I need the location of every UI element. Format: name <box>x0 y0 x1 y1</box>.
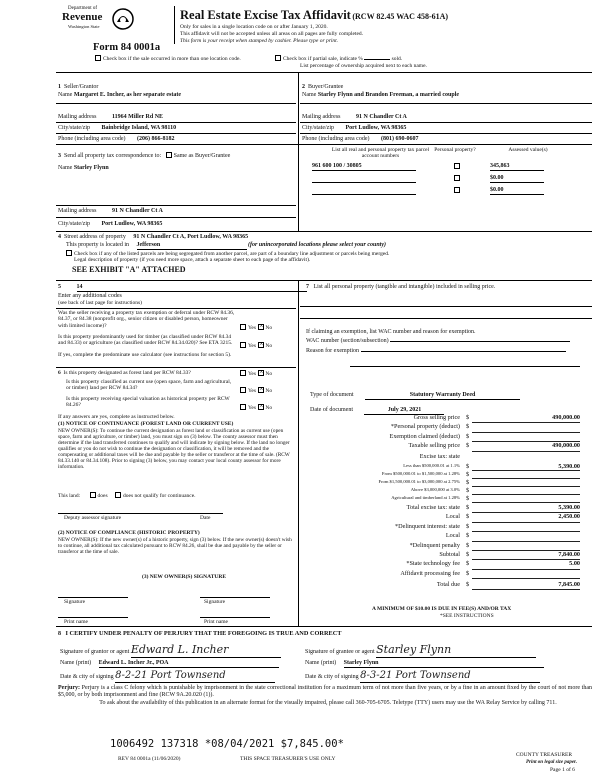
section6-q3-yes-checkbox[interactable] <box>240 404 246 410</box>
tax-row-label: Total excise tax: state <box>406 504 460 511</box>
tax-row-label: Local <box>445 513 460 521</box>
tax-row <box>300 542 592 551</box>
partial-sale-label: Check box if partial sale, indicate % <box>283 56 363 62</box>
section7-row <box>306 284 536 291</box>
parcel-personal-checkbox-2[interactable] <box>454 187 460 193</box>
tax-row-dollar: $ <box>466 442 470 450</box>
tax-row-label: *Personal property (deduct) <box>390 423 460 431</box>
section6-q2-answer <box>240 387 272 394</box>
parcel-value-1[interactable]: $0.00 <box>490 175 544 183</box>
tax-row-value[interactable]: 490,000.00 <box>472 442 580 451</box>
header-rule <box>56 72 592 73</box>
perjury-block <box>58 685 592 699</box>
tax-row <box>300 581 592 590</box>
no-label: No <box>265 388 273 394</box>
parcel-account-2[interactable] <box>312 187 416 195</box>
section3-mailing-value[interactable]: 91 N Chandler Ct A <box>112 208 163 214</box>
seller-mailing-value[interactable]: 11964 Miller Rd NE <box>112 114 164 120</box>
buyer-title: Buyer/Grantee <box>308 84 344 90</box>
notice1-title: (1) NOTICE OF CONTINUANCE (FOREST LAND OR CURRENT USE) <box>58 421 234 427</box>
street-address-row <box>58 234 248 241</box>
located-value[interactable]: Jefferson <box>137 242 247 250</box>
section3-num: 3 <box>58 153 61 159</box>
reason-label: Reason for exemption <box>306 348 359 354</box>
no-label: No <box>265 343 273 349</box>
tax-row-label: Above $3,000,000 at 3.0% <box>410 486 460 492</box>
tax-row <box>300 495 592 503</box>
section5-q1-yes-checkbox[interactable] <box>240 324 246 330</box>
grantor-name-label: Name (print) <box>60 660 92 666</box>
buyer-mailing-label: Mailing address <box>302 114 341 120</box>
doc-date-label: Date of document <box>310 407 353 413</box>
section4-num: 4 <box>58 234 61 240</box>
buyer-num: 2 <box>302 84 305 90</box>
partial-pct-field[interactable] <box>364 59 390 60</box>
unincorporated-note: (for unincorporated locations please select your county) <box>248 242 386 248</box>
seller-title: Seller/Grantor <box>64 84 99 90</box>
partial-sale-check <box>275 55 402 62</box>
yes-label: Yes <box>248 325 257 331</box>
tax-row-value[interactable] <box>472 479 580 487</box>
seller-phone-row <box>58 136 174 143</box>
buyer-phone-label: Phone (including area code) <box>302 136 370 142</box>
pred-use-label: If yes, complete the predominate use calculator (see instructions for section 5). <box>58 352 232 358</box>
section6-q3-no-checkbox[interactable] <box>258 404 264 410</box>
form-title-block <box>180 8 448 22</box>
tax-row <box>300 453 592 462</box>
tax-row-value[interactable]: 7,845.00 <box>472 581 580 590</box>
buyer-name-label: Name <box>302 92 317 98</box>
tax-row-label: Taxable selling price <box>408 442 460 450</box>
parcel-value-0[interactable]: 345,863 <box>490 163 544 171</box>
minimum-due: A MINIMUM OF $10.00 IS DUE IN FEE(S) AND/OR TAX <box>372 606 512 612</box>
tax-row <box>300 513 592 522</box>
notice1-text: NEW OWNER(S): To continue the current designation as forest land or classification as current use (open space, farm and agriculture, or timber) land, you must sign on (3) below. The county assessor must then determine if the land transferred continues to qualify and will indicate by signing below. If the land no longer qualifies or you do not wish to continue the designation or classification, it will be removed and the compensating or additional taxes will be due and payable by the seller or transferor at the time of sale. (RCW 84.33.140 or 84.34.108). Prior to signing (3) below, you may contact your local county assessor for more information. <box>58 428 290 470</box>
tax-table <box>300 414 592 604</box>
tax-row-label: Subtotal <box>439 551 460 558</box>
list-pct-label: List percentage of ownership acquired next to each name. <box>300 63 427 69</box>
grantee-signature[interactable]: Starley Flynn <box>376 644 536 658</box>
tax-row-label: Exemption claimed (deduct) <box>389 432 460 440</box>
buyer-city-row <box>302 125 406 132</box>
tax-row-dollar: $ <box>466 541 470 549</box>
same-as-buyer-checkbox[interactable] <box>166 152 172 158</box>
section6-num: 6 <box>58 370 61 376</box>
grantor-name-row <box>60 660 279 668</box>
tax-row-dollar: $ <box>466 580 470 588</box>
tax-row-dollar: $ <box>466 494 470 502</box>
section5-code-value[interactable]: 14 <box>77 284 307 292</box>
grantor-sig-label: Signature of grantor or agent <box>60 649 130 655</box>
tax-row-label: Agricultural and timberland at 1.28% <box>391 494 460 500</box>
section5-code-row <box>58 284 307 292</box>
buyer-name-row <box>302 92 459 99</box>
section5-q1: Was the seller receiving a property tax exemption or deferral under RCW 84.36, 84.37, or 84.38 (nonprofit org., senior citizen or disabled person, homeowner with limited income)? <box>58 310 235 329</box>
section5-q1-answer <box>240 324 272 331</box>
multi-location-checkbox[interactable] <box>95 55 101 61</box>
section3-text: Send all property tax correspondence to: <box>64 153 162 159</box>
buyer-city-label: City/state/zip <box>302 125 334 131</box>
tax-row <box>300 551 592 560</box>
grantor-date-value[interactable]: 8-2-21 Port Townsend <box>115 670 275 683</box>
doc-date-value[interactable]: July 29, 2021 <box>364 407 444 415</box>
tax-row-label: From $1,500,000.01 to $3,000,000 at 2.75% <box>378 478 460 484</box>
seller-city-row <box>58 125 176 132</box>
section3-mailing-row <box>58 208 163 215</box>
grantee-sig-row <box>305 644 536 658</box>
section6-q1: Is this property designated as forest land per RCW 84.33? <box>63 370 191 376</box>
tax-row-label: *Delinquent penalty <box>409 541 460 549</box>
seller-phone-value[interactable]: (206) 866-8182 <box>136 136 175 142</box>
does-label: does <box>97 493 108 499</box>
partial-sale-checkbox[interactable] <box>275 55 281 61</box>
enter-codes-label: Enter any additional codes <box>58 293 122 299</box>
tax-row-dollar: $ <box>466 486 470 494</box>
section6-q1-no-checkbox[interactable] <box>258 370 264 376</box>
parcel-account-1[interactable] <box>312 175 416 183</box>
new-owner-signature-label-2: Signature <box>204 599 226 605</box>
exemption-label: If claiming an exemption, list WAC number and reason for exemption. <box>306 329 476 335</box>
yes-label: Yes <box>248 343 257 349</box>
form-title: Real Estate Excise Tax Affidavit <box>180 8 351 22</box>
parcel-col-header: List all real and personal property tax parcel account numbers <box>331 147 430 160</box>
does-not-label: does not qualify for continuance. <box>123 493 196 499</box>
tax-row-value[interactable] <box>472 433 580 442</box>
segregated-label: Check box if any of the listed parcels are being segregated from another parcel, are part of a boundary line adjustment or parcels being merged. <box>74 251 390 257</box>
section3-name-label: Name <box>58 165 73 171</box>
yes-label: Yes <box>248 388 257 394</box>
seller-city-value[interactable]: Bainbridge Island, WA 98110 <box>101 125 177 131</box>
wac-label: WAC number (section/subsection) <box>306 338 389 344</box>
section3-name-row <box>58 165 109 172</box>
buyer-heading <box>302 84 343 91</box>
grantee-name-label: Name (print) <box>305 660 337 666</box>
section6-q1-row <box>58 370 238 376</box>
tax-row-value[interactable]: 2,450.00 <box>472 513 580 522</box>
tax-row-value[interactable] <box>472 532 580 541</box>
seller-heading <box>58 84 98 91</box>
section7-text: List all personal property (tangible and intangible) included in selling price. <box>313 284 496 290</box>
county-treasurer-label: COUNTY TREASURER <box>516 752 573 758</box>
grantee-date-label: Date & city of signing <box>305 674 359 680</box>
section6-q3-answer <box>240 404 272 411</box>
seller-name-row <box>58 92 181 99</box>
tax-row-dollar: $ <box>466 513 470 521</box>
section3-city-value[interactable]: Port Ludlow, WA 98365 <box>101 221 163 227</box>
parcel-row-0 <box>312 163 582 172</box>
tax-row <box>300 479 592 487</box>
grantee-name-row <box>305 660 544 668</box>
tax-row-value[interactable] <box>472 453 580 461</box>
notice2-text: NEW OWNER(S): If the new owner(s) of a historic property, sign (3) below. If the new owner(s) doesn't wish to continue, all additional tax calculated pursuant to RCW 84.26, shall be due and payable by the seller or transferor at the time of sale. <box>58 537 292 556</box>
wa-state-label: Washington State <box>68 24 100 29</box>
notice2-title: (2) NOTICE OF COMPLIANCE (HISTORIC PROPERTY) <box>58 530 200 536</box>
no-label: No <box>265 325 273 331</box>
revenue-label: Revenue <box>62 11 103 23</box>
sold-label: sold. <box>391 56 403 62</box>
grantee-name-value[interactable]: Starley Flynn <box>344 660 544 668</box>
yes-label: Yes <box>248 405 257 411</box>
grantor-name-value[interactable]: Edward L. Incher Jr., POA <box>99 660 279 668</box>
perjury-label: Perjury: <box>58 685 80 691</box>
seller-phone-label: Phone (including area code) <box>58 136 126 142</box>
seller-name-value[interactable]: Margaret E. Incher, as her separate estate <box>73 92 182 98</box>
tax-row-dollar: $ <box>466 504 470 511</box>
tax-row-value[interactable] <box>472 487 580 495</box>
seller-num: 1 <box>58 84 61 90</box>
tax-row-label: Local <box>445 532 460 540</box>
tax-row-dollar: $ <box>466 462 470 470</box>
tax-row-value[interactable] <box>472 570 580 579</box>
form-citation: (RCW 82.45 WAC 458-61A) <box>352 12 449 21</box>
yes-label: Yes <box>248 371 257 377</box>
buyer-phone-row <box>302 136 418 143</box>
new-owner-signature-label-1: Signature <box>64 599 86 605</box>
tax-row-dollar: $ <box>466 551 470 558</box>
certify-row <box>58 630 341 638</box>
dor-logo <box>60 6 155 40</box>
tax-row <box>300 570 592 579</box>
section3-name-value[interactable]: Starley Flynn <box>73 165 109 171</box>
tax-row-dollar: $ <box>466 532 470 540</box>
street-value[interactable]: 91 N Chandler Ct A, Port Ludlow, WA 98365 <box>133 234 249 240</box>
personal-col-header: Personal property? <box>434 147 476 153</box>
tax-row-label: *Delinquent interest: state <box>395 522 460 530</box>
print-legal-label: Print on legal size paper. <box>526 760 577 765</box>
grantor-sig-row <box>60 644 281 658</box>
new-owner-print-label-2: Print name <box>204 619 228 625</box>
does-checkbox[interactable] <box>90 492 96 498</box>
alternate-format-note: To ask about the availability of this publication in an alternate format for the visually impaired, please call 360-705-6705. Teletype (TTY) users may use the WA Relay Service by calling 711. <box>99 700 557 706</box>
located-label: This property is located in <box>66 242 129 248</box>
parcel-account-0[interactable]: 961 600 100 / 30805 <box>312 163 416 171</box>
page-number: Page 1 of 6 <box>550 767 575 773</box>
doc-type-row <box>310 392 520 400</box>
new-owner-sig-heading: (3) NEW OWNER(S) SIGNATURE <box>142 574 226 580</box>
seller-name-label: Name <box>58 92 73 98</box>
tax-row <box>300 463 592 471</box>
tax-row-value[interactable] <box>472 471 580 479</box>
tax-row-dollar: $ <box>466 478 470 486</box>
tax-row <box>300 560 592 569</box>
tax-row-value[interactable] <box>472 542 580 551</box>
section6-q2-no-checkbox[interactable] <box>258 387 264 393</box>
tax-row-label: From $500,000.01 to $1,500,000 at 1.28% <box>381 470 460 476</box>
rev-label: REV 84 0001a (11/06/2020) <box>118 756 181 762</box>
section5-num: 5 <box>58 284 61 290</box>
parcel-value-2[interactable]: $0.00 <box>490 187 544 195</box>
header-note-3: This form is your receipt when stamped by cashier. Please type or print. <box>180 38 339 44</box>
section3-city-row <box>58 221 162 228</box>
header-note-2: This affidavit will not be accepted unless all areas on all pages are fully completed. <box>180 31 364 37</box>
section6-q3: Is this property receiving special valuation as historical property per RCW 84.26? <box>66 396 230 409</box>
grantee-sig-label: Signature of grantee or agent <box>305 649 375 655</box>
wac-row <box>306 338 570 345</box>
grantor-signature[interactable]: Edward L. Incher <box>131 644 281 658</box>
same-as-buyer-label: Same as Buyer/Grantee <box>173 153 231 159</box>
tax-row <box>300 523 592 532</box>
section5-q2-answer <box>240 342 272 349</box>
section5-q2: Is this property predominantly used for timber (as classified under RCW 84.34 and 84.33) or agriculture (as classified under RCW 84.34.020)? See ETA 3215. <box>58 334 233 347</box>
assessed-col-header: Assessed value(s) <box>508 147 548 153</box>
new-owner-print-label-1: Print name <box>64 619 88 625</box>
tax-row-dollar: $ <box>466 522 470 530</box>
tax-row-value[interactable] <box>472 495 580 503</box>
buyer-phone-value[interactable]: (801) 690-0607 <box>380 136 419 142</box>
tax-row-dollar: $ <box>466 560 470 568</box>
this-land-label: This land: <box>58 493 81 499</box>
parcel-personal-checkbox-0[interactable] <box>454 163 460 169</box>
reason-row <box>306 348 566 355</box>
no-label: No <box>265 371 273 377</box>
tax-row <box>300 504 592 513</box>
buyer-city-value[interactable]: Port Ludlow, WA 98365 <box>345 125 407 131</box>
tax-row-dollar: $ <box>466 569 470 577</box>
section7-num: 7 <box>306 284 309 290</box>
section6-q2: Is this property classified as current use (open space, farm and agricultural, or timber) land per RCW 84.34? <box>66 379 232 392</box>
tax-row <box>300 471 592 479</box>
tax-row-value[interactable]: 7,840.00 <box>472 551 580 560</box>
tax-row-value[interactable]: 5,390.00 <box>472 504 580 513</box>
tax-row-dollar: $ <box>466 423 470 431</box>
tax-row-label: Less than $500,000.01 at 1.1% <box>403 462 460 468</box>
grantee-date-row <box>305 670 540 683</box>
buyer-mailing-value[interactable]: 91 N Chandler Ct A <box>356 114 407 120</box>
dor-seal-icon <box>112 8 134 30</box>
tax-row <box>300 487 592 495</box>
doc-type-value[interactable]: Statutory Warranty Deed <box>365 392 520 400</box>
tax-row-dollar: $ <box>466 414 470 421</box>
section6-q2-yes-checkbox[interactable] <box>240 387 246 393</box>
section6-q1-yes-checkbox[interactable] <box>240 370 246 376</box>
no-label: No <box>265 405 273 411</box>
tax-row-label: Gross selling price <box>413 414 460 421</box>
tax-row-label: Total due <box>436 580 460 588</box>
section5-q1-no-checkbox[interactable] <box>258 324 264 330</box>
tax-row-dollar: $ <box>466 432 470 440</box>
multi-location-label: Check box if the sale occurred in more than one location code. <box>103 56 241 62</box>
see-instructions: *SEE INSTRUCTIONS <box>440 613 494 619</box>
doc-type-label: Type of document <box>310 392 354 398</box>
tax-row-value[interactable]: 5.00 <box>472 560 580 569</box>
col-divider-mid <box>298 280 299 626</box>
tax-row <box>300 532 592 541</box>
parcel-personal-checkbox-1[interactable] <box>454 175 460 181</box>
section8-num: 8 <box>58 631 61 637</box>
legal-desc-value[interactable]: SEE EXHIBIT "A" ATTACHED <box>72 265 186 274</box>
section3-mailing-label: Mailing address <box>58 208 97 214</box>
treasurer-use-label: THIS SPACE TREASURER'S USE ONLY <box>240 756 336 762</box>
parcel-row-2 <box>312 187 582 196</box>
tax-row <box>300 423 592 432</box>
street-label: Street address of property <box>64 234 126 240</box>
segregated-checkbox[interactable] <box>66 250 72 256</box>
section6-q1-answer <box>240 370 272 377</box>
buyer-name-value[interactable]: Starley Flynn and Brandon Freeman, a married couple <box>317 92 460 98</box>
section5-q2-no-checkbox[interactable] <box>258 342 264 348</box>
section3-city-label: City/state/zip <box>58 221 90 227</box>
legal-desc-label: Legal description of property (if you need more space, attach a separate sheet to each page of the affidavit). <box>74 257 311 263</box>
multi-location-check <box>95 55 241 62</box>
tax-row-label: Affidavit processing fee <box>400 569 460 577</box>
tax-row <box>300 414 592 423</box>
perjury-text: Perjury is a class C felony which is punishable by imprisonment in the state correctional institution for a maximum term of not more than five years, or by a fine in an amount fixed by the court of not more than $5,000, or by both imprisonment and fine (RCW 9A.20.020 (1)). <box>58 685 593 698</box>
form-number: Form 84 0001a <box>93 42 161 53</box>
seller-mailing-label: Mailing address <box>58 114 97 120</box>
section3-row <box>58 152 230 160</box>
does-not-checkbox[interactable] <box>115 492 121 498</box>
certify-text: I CERTIFY UNDER PENALTY OF PERJURY THAT THE FOREGOING IS TRUE AND CORRECT <box>65 630 342 637</box>
tax-row-value[interactable]: 490,000.00 <box>472 414 580 423</box>
wac-value[interactable] <box>390 341 570 342</box>
dept-of-label: Department of <box>68 6 98 11</box>
if-any-label: If any answers are yes, complete as instructed below. <box>58 414 175 420</box>
tax-row-value[interactable] <box>472 423 580 432</box>
tax-row-value[interactable]: 5,390.00 <box>472 463 580 471</box>
header-note-1: Only for sales in a single location code on or after January 1, 2020. <box>180 24 328 30</box>
this-land-row <box>58 492 196 499</box>
section5-q2-yes-checkbox[interactable] <box>240 342 246 348</box>
tax-row-value[interactable] <box>472 523 580 532</box>
reason-value[interactable] <box>361 351 566 352</box>
buyer-mailing-row <box>302 114 407 121</box>
cashier-stamp: 1006492 137318 *08/04/2021 $7,845.00* <box>110 738 344 750</box>
deputy-sig-label: Deputy assessor signature <box>64 515 122 521</box>
tax-row-label: *State technology fee <box>406 560 460 568</box>
tax-row-dollar: $ <box>466 470 470 478</box>
deputy-date-label: Date <box>200 515 211 521</box>
see-back-label: (see back of last page for instructions) <box>58 300 142 306</box>
tax-row <box>300 442 592 451</box>
seller-mailing-row <box>58 114 163 121</box>
tax-row-label: Excise tax: state <box>419 453 460 461</box>
grantor-date-row <box>60 670 275 683</box>
parcel-row-1 <box>312 175 582 184</box>
header-divider <box>174 6 175 44</box>
grantor-date-label: Date & city of signing <box>60 674 114 680</box>
located-row <box>66 242 386 250</box>
seller-city-label: City/state/zip <box>58 125 90 131</box>
tax-row <box>300 433 592 442</box>
grantee-date-value[interactable]: 8-3-21 Port Townsend <box>360 670 540 683</box>
col-divider-top <box>298 72 299 231</box>
